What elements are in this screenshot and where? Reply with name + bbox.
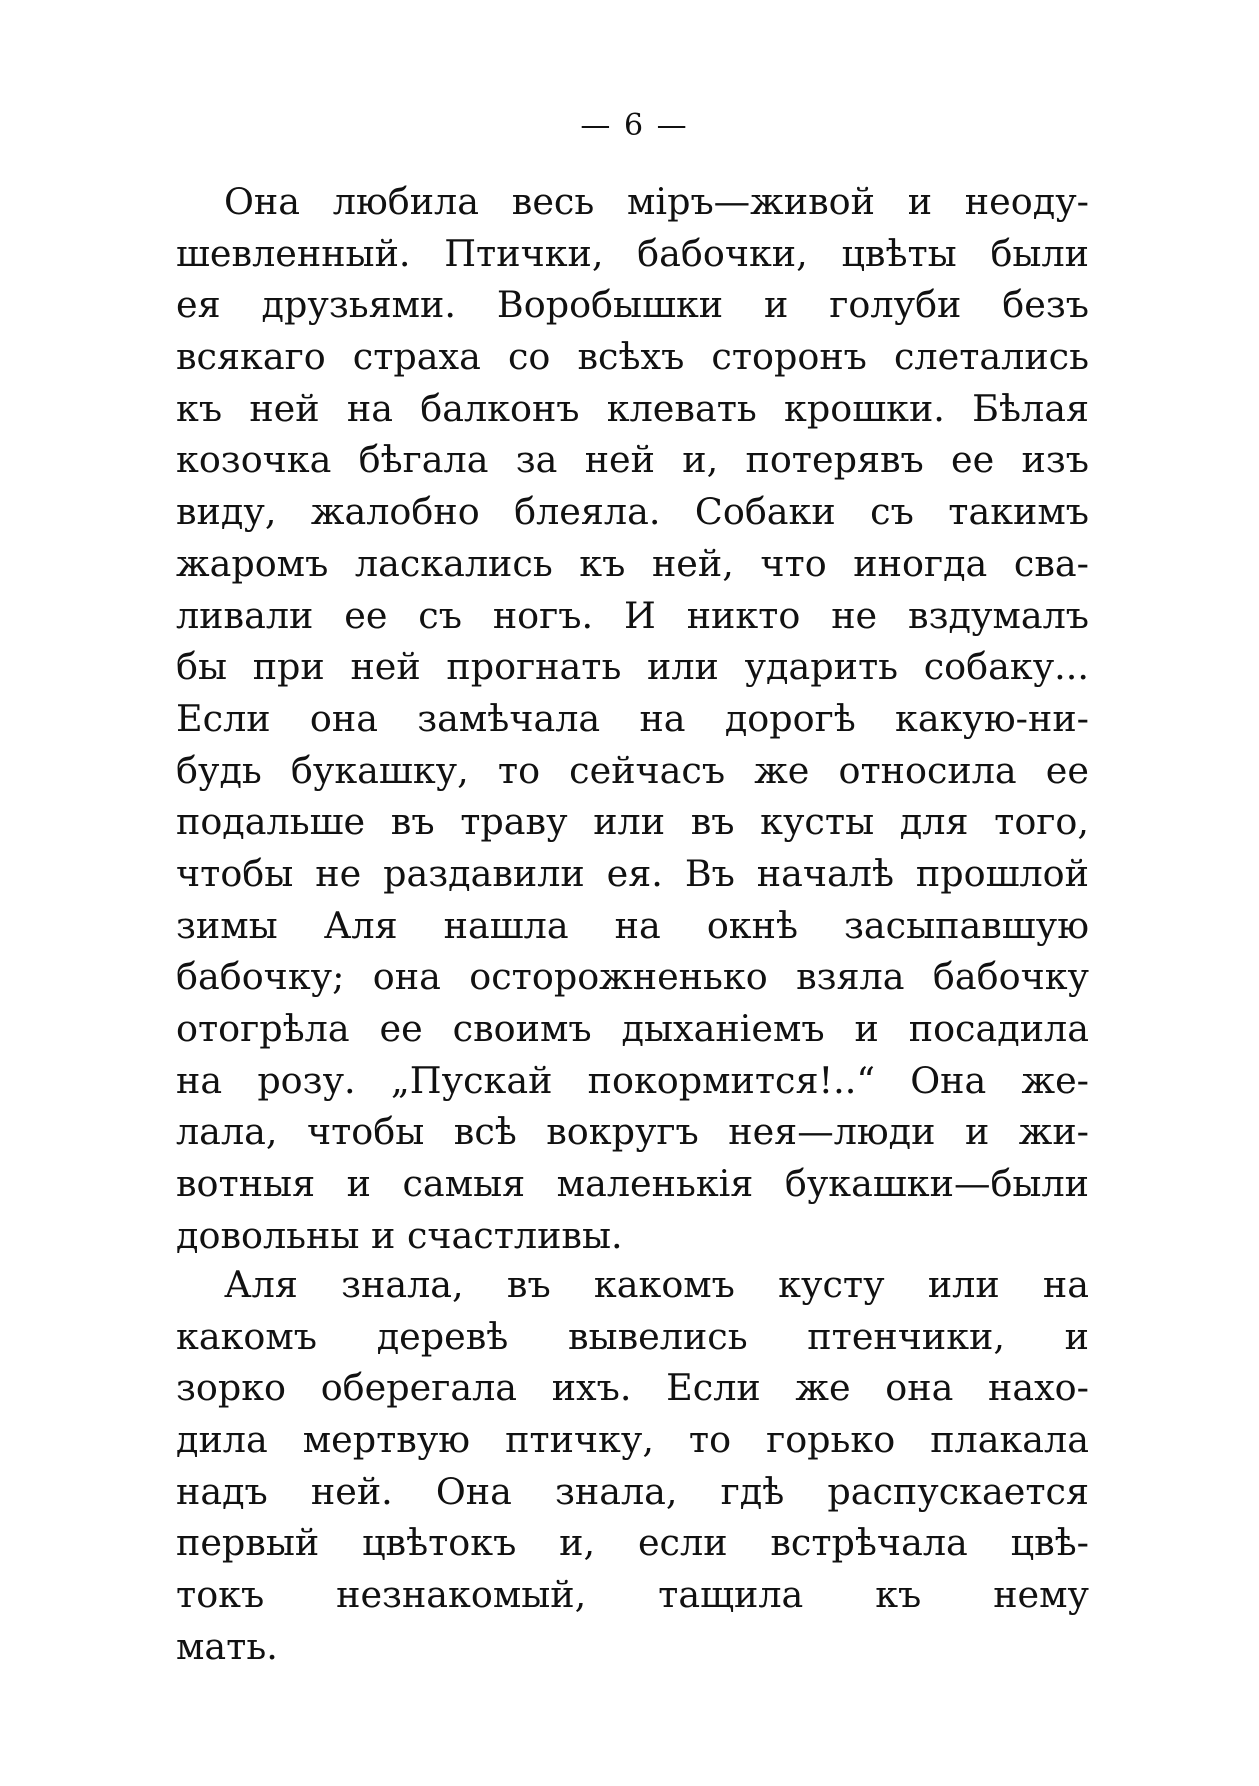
text-line: къ ней на балконъ клевать крошки. Бѣлая: [176, 386, 1089, 430]
text-line: козочка бѣгала за ней и, потерявъ ее изъ: [176, 438, 1089, 482]
text-line: Если она замѣчала на дорогѣ какую-ни-: [176, 696, 1089, 740]
text-line: Аля знала, въ какомъ кусту или на: [224, 1263, 1089, 1306]
text-line: мать.: [176, 1624, 278, 1668]
text-line: всякаго страха со всѣхъ сторонъ слетались: [176, 335, 1089, 379]
paragraph-2: [176, 1259, 1089, 1673]
text-line: дила мертвую птичку, то горько плакала: [176, 1418, 1089, 1462]
text-line: зорко оберегала ихъ. Если же она нахо-: [176, 1366, 1089, 1410]
text-line: жаромъ ласкались къ ней, что иногда сва-: [176, 541, 1089, 585]
text-line: зимы Аля нашла на окнѣ засыпавшую: [176, 903, 1089, 947]
text-line: на розу. „Пускай покормится!..“ Она же-: [176, 1058, 1089, 1102]
text-line: надъ ней. Она знала, гдѣ распускается: [176, 1469, 1089, 1513]
text-line: отогрѣла ее своимъ дыханіемъ и посадила: [176, 1007, 1089, 1050]
text-line: подальше въ траву или въ кусты для того,: [176, 800, 1089, 844]
text-line: Она любила весь міръ—живой и неоду-: [224, 180, 1089, 223]
text-line: довольны и счастливы.: [176, 1213, 623, 1257]
text-line: виду, жалобно блеяла. Собаки съ такимъ: [176, 490, 1089, 534]
text-line: лала, чтобы всѣ вокругъ нея—люди и жи-: [176, 1110, 1089, 1154]
text-line: какомъ деревѣ вывелись птенчики, и: [176, 1314, 1089, 1358]
text-line: бабочку; она осторожненько взяла бабочку: [176, 955, 1089, 999]
text-line: шевленный. Птички, бабочки, цвѣты были: [176, 231, 1089, 275]
text-line: ливали ее съ ногъ. И никто не вздумалъ: [176, 593, 1089, 637]
text-line: будь букашку, то сейчасъ же относила ее: [176, 748, 1089, 792]
text-line: первый цвѣтокъ и, если встрѣчала цвѣ-: [176, 1521, 1089, 1565]
paragraph-1: [176, 176, 1089, 1261]
text-line: ея друзьями. Воробышки и голуби безъ: [176, 283, 1089, 327]
page-number: — 6 —: [580, 108, 689, 143]
text-line: бы при ней прогнать или ударить собаку...: [176, 645, 1089, 689]
text-line: чтобы не раздавили ея. Въ началѣ прошлой: [176, 851, 1089, 895]
text-line: вотныя и самыя маленькія букашки—были: [176, 1162, 1089, 1206]
text-line: токъ незнакомый, тащила къ нему: [176, 1573, 1089, 1617]
